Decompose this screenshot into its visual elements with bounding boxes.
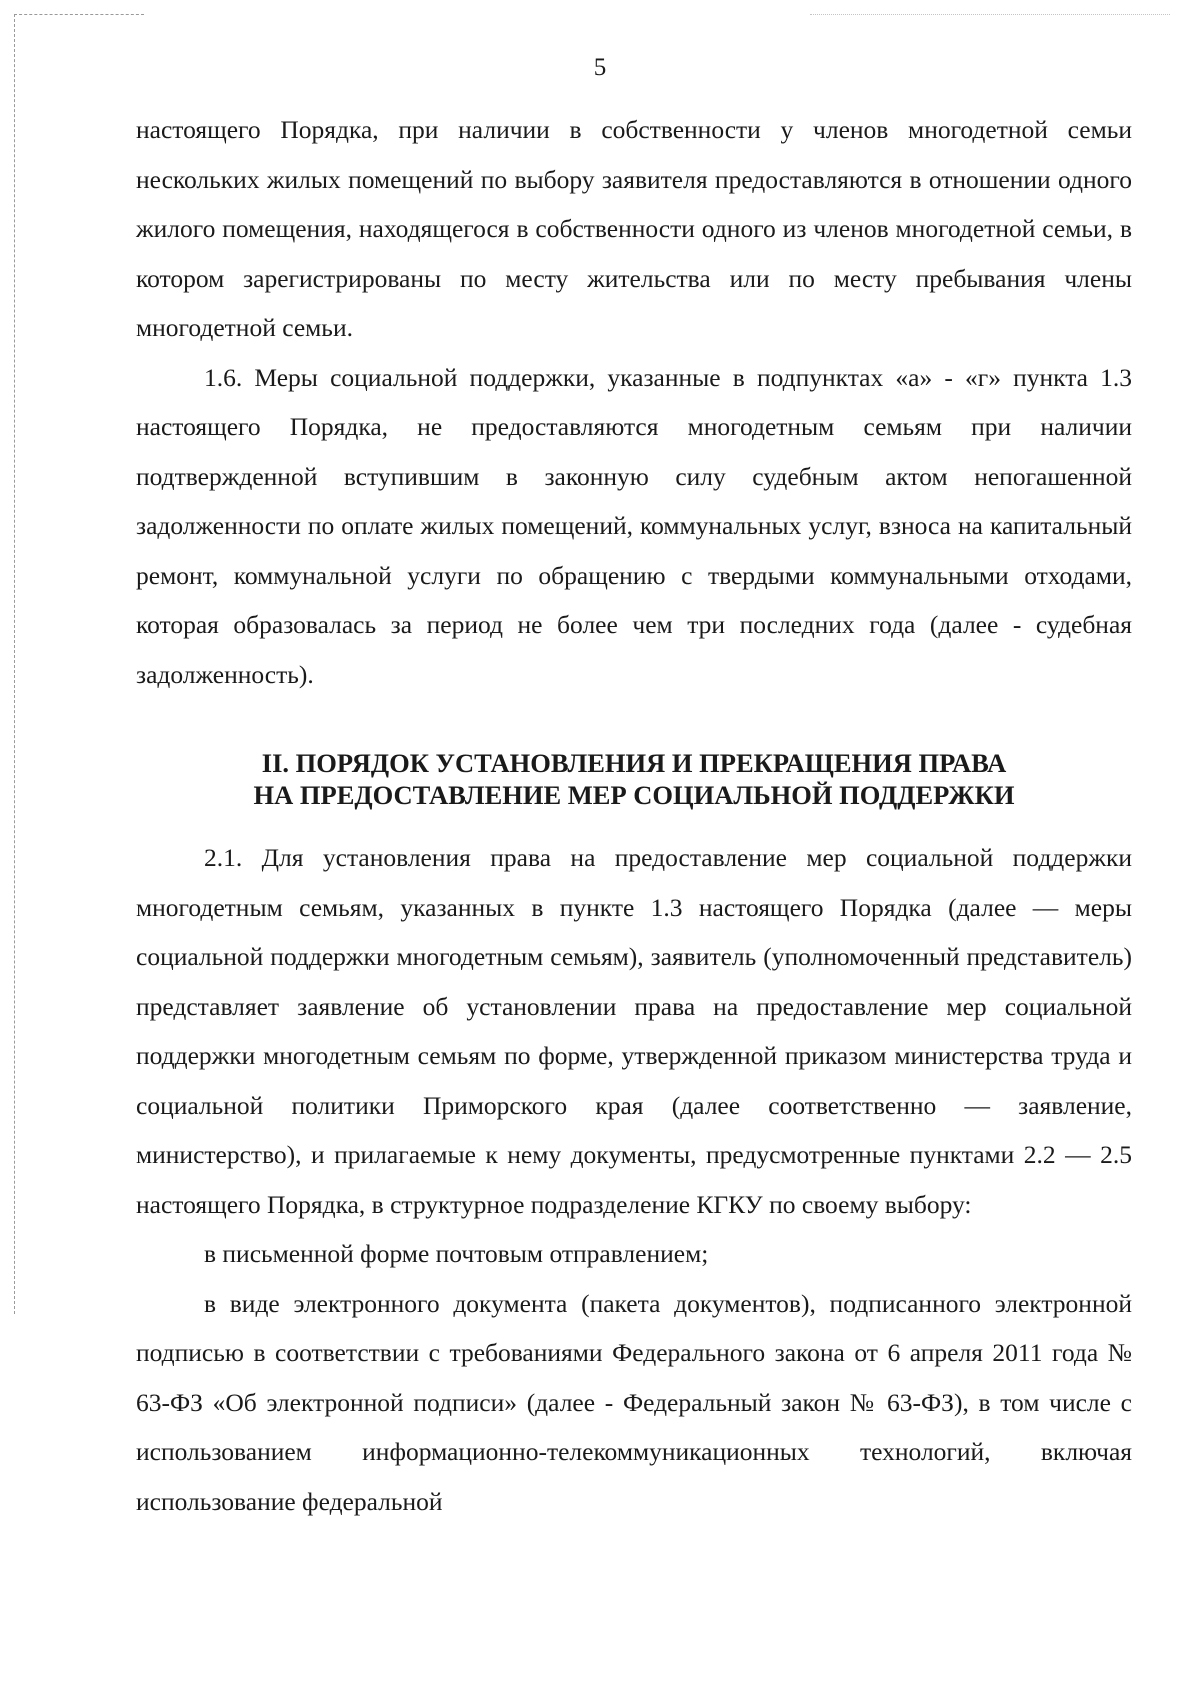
paragraph-electronic: в виде электронного документа (пакета документов), подписанного электронной подписью в соответствии с требованиями Федерального закона от 6 апреля 2011 года № 63-ФЗ «Об электронной подписи» (далее - Федеральный закон № 63-ФЗ), в том числе с использованием информационно-телекоммуникационных технологий, включая использование федеральной: [136, 1288, 1132, 1516]
scan-border-top-right: [810, 14, 1170, 15]
paragraph-1-6: 1.6. Меры социальной поддержки, указанные в подпунктах «а» - «г» пункта 1.3 настоящего Порядка, не предоставляются многодетным семьям при наличии подтвержденной вступившим в законную силу судебным актом непогашенной задолженности по оплате жилых помещений, коммунальных услуг, взноса на капитальный ремонт, коммунальной услуги по обращению с твердыми коммунальными отходами, которая образовалась за период не более чем три последних года (далее - судебная задолженность).: [136, 362, 1132, 689]
paragraph-postal: в письменной форме почтовым отправлением;: [204, 1239, 709, 1268]
paragraph-continuation: настоящего Порядка, при наличии в собственности у членов многодетной семьи нескольких жилых помещений по выбору заявителя предоставляются в отношении одного жилого помещения, находящегося в собственности одного из членов многодетной семьи, в котором зарегистрированы по месту жительства или по месту пребывания члены многодетной семьи.: [136, 115, 1132, 342]
scan-border-left: [14, 14, 15, 1314]
page-number: 5: [593, 54, 607, 81]
paragraph-2-1: 2.1. Для установления права на предоставление мер социальной поддержки многодетным семьям, указанных в пункте 1.3 настоящего Порядка (далее — меры социальной поддержки многодетным семьям), заявитель (уполномоченный представитель) представляет заявление об установлении права на предоставление мер социальной поддержки многодетным семьям по форме, утвержденной приказом министерства труда и социальной политики Приморского края (далее соответственно — заявление, министерство), и прилагаемые к нему документы, предусмотренные пунктами 2.2 — 2.5 настоящего Порядка, в структурное подразделение КГКУ по своему выбору:: [136, 843, 1132, 1219]
document-body: [136, 105, 1132, 1526]
section-heading-line-1: II. ПОРЯДОК УСТАНОВЛЕНИЯ И ПРЕКРАЩЕНИЯ ПРАВА: [261, 748, 1007, 778]
section-heading-line-2: НА ПРЕДОСТАВЛЕНИЕ МЕР СОЦИАЛЬНОЙ ПОДДЕРЖКИ: [253, 780, 1015, 810]
section-heading: [136, 747, 1132, 811]
scan-border-top: [14, 14, 144, 15]
